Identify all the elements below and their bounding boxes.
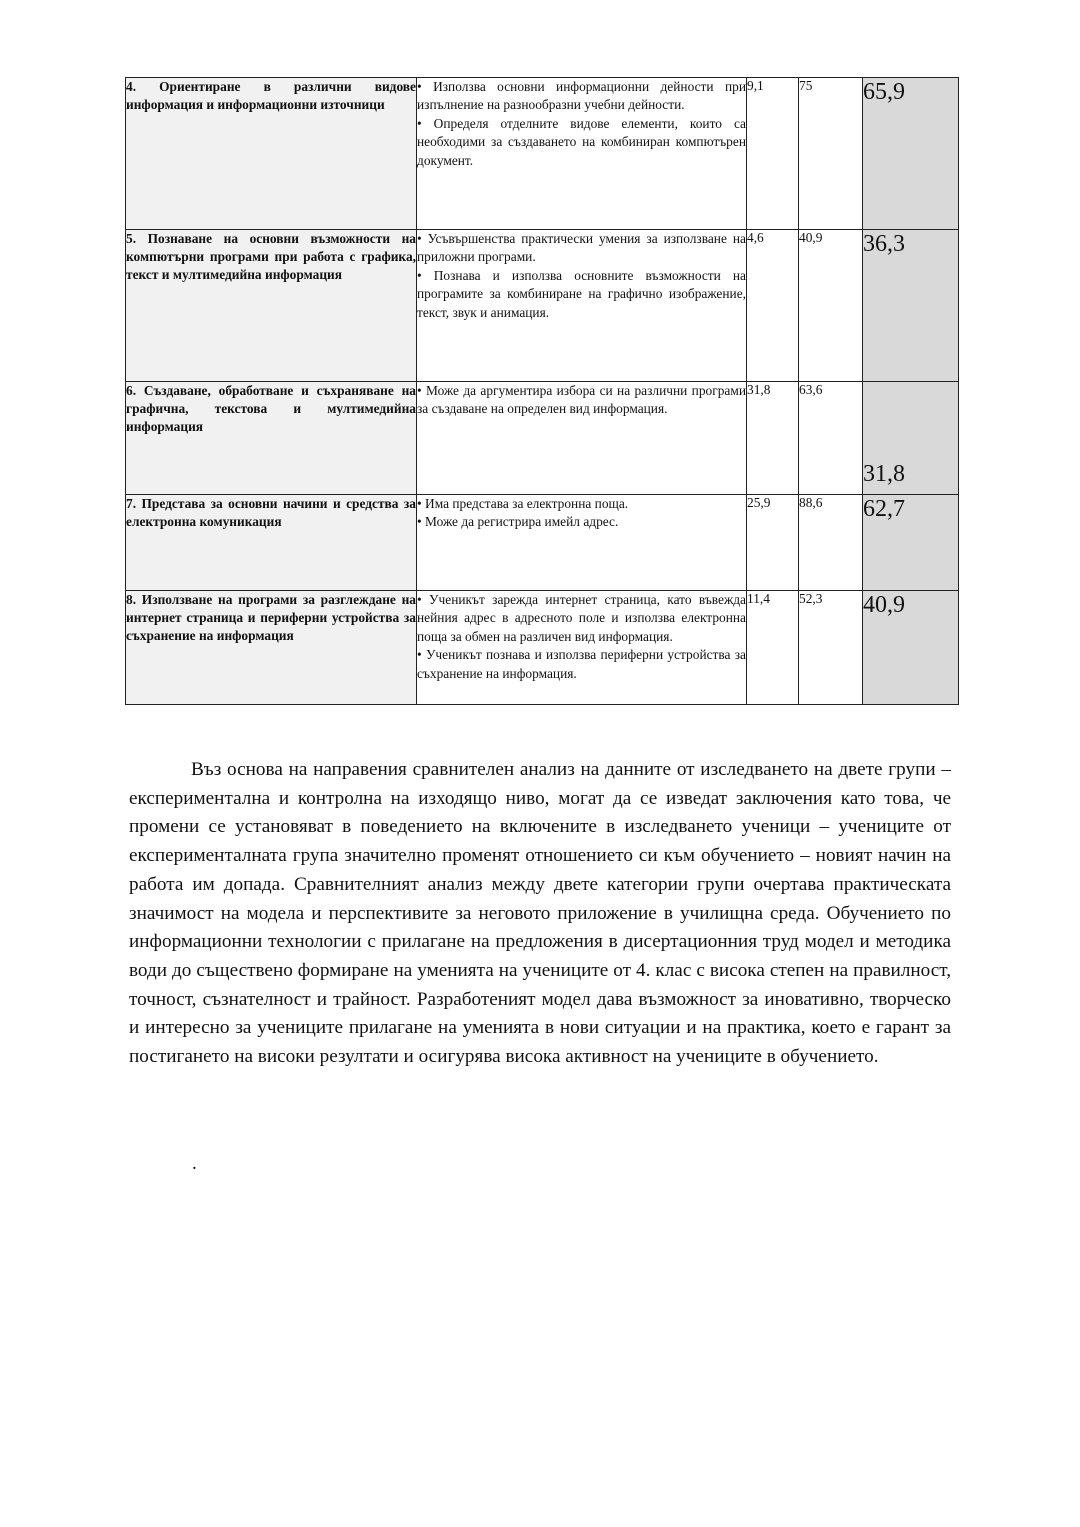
table-row [126,382,959,495]
value-2-cell: 40,9 [799,230,863,382]
topic-text: 5. Познаване на основни възможности на компютърни програми при работа с графика, текст и мултимедийна информация [126,231,416,282]
description-line: • Усъвършенства практически умения за използване на приложни програми. [417,231,746,265]
table-row [126,78,959,230]
description-cell [417,382,747,495]
description-cell [417,495,747,591]
value-2-cell: 75 [799,78,863,230]
topic-cell [126,230,417,382]
description-line: • Може да регистрира имейл адрес. [417,514,619,530]
value-1-cell: 11,4 [747,591,799,705]
score-cell: 65,9 [863,78,959,230]
score-cell: 62,7 [863,495,959,591]
value-1-cell: 4,6 [747,230,799,382]
body-paragraph [129,756,951,1072]
value-1-cell: 25,9 [747,495,799,591]
description-line: • Може да аргументира избора си на различни програми за създаване на определен вид информация. [417,383,746,417]
value-2-cell: 52,3 [799,591,863,705]
table-row [126,591,959,705]
value-1-cell: 31,8 [747,382,799,495]
description-line: • Определя отделните видове елементи, които са необходими за създаването на комбиниран компютърен документ. [417,115,746,168]
value-1-cell: 9,1 [747,78,799,230]
score-cell: 36,3 [863,230,959,382]
description-line: • Познава и използва основните възможности на програмите за комбиниране на графично изображение, текст, звук и анимация. [417,267,746,320]
topic-text: 4. Ориентиране в различни видове информация и информационни източници [126,79,416,112]
paragraph-text: Въз основа на направения сравнителен анализ на данните от изследването на двете групи – експериментална и контролна на изходящо ниво, могат да се изведат заключения като това, че промени се установяват в поведението на включените в изследването ученици – учениците от експерименталната група значително променят отношението си към обучението – новият начин на работа им допада. Сравнителният анализ между двете категории групи очертава практическата значимост на модела и перспективите за неговото приложение в училищна среда. Обучението по информационни технологии с прилагане на предложения в дисертационния труд модел и методика води до съществено формиране на уменията на учениците от 4. клас с висока степен на правилност, точност, съзнателност и трайност. Разработеният модел дава възможност за иновативно, творческо и интересно за учениците прилагане на уменията в нови ситуации и на практика, което е гарант за постигането на високи резултати и осигурява висока активност на учениците в обучението. [129,759,951,1068]
description-cell [417,591,747,705]
score-cell: 31,8 [863,382,959,495]
description-line: • Използва основни информационни дейности при изпълнение на разнообразни учебни дейности. [417,79,746,113]
value-2-cell: 63,6 [799,382,863,495]
topic-cell [126,495,417,591]
description-line: • Ученикът зарежда интернет страница, като въвежда нейния адрес в адресното поле и използва електронна поща за обмен на различен вид информация. [417,592,746,644]
description-line: • Ученикът познава и използва периферни устройства за съхранение на информация. [417,647,746,681]
trailing-dot: . [192,1153,197,1174]
description-line: • Има представа за електронна поща. [417,496,629,511]
results-table [125,77,959,705]
value-2-cell: 88,6 [799,495,863,591]
topic-text: 6. Създаване, обработване и съхраняване на графична, текстова и мултимедийна информация [126,383,416,434]
topic-cell [126,382,417,495]
table-row [126,230,959,382]
score-cell: 40,9 [863,591,959,705]
topic-text: 7. Представа за основни начини и средства за електронна комуникация [126,496,416,529]
topic-text: 8. Използване на програми за разглеждане на интернет страница и периферни устройства за съхранение на информация [126,592,416,643]
table-row [126,495,959,591]
topic-cell [126,591,417,705]
topic-cell [126,78,417,230]
description-cell [417,78,747,230]
description-cell [417,230,747,382]
